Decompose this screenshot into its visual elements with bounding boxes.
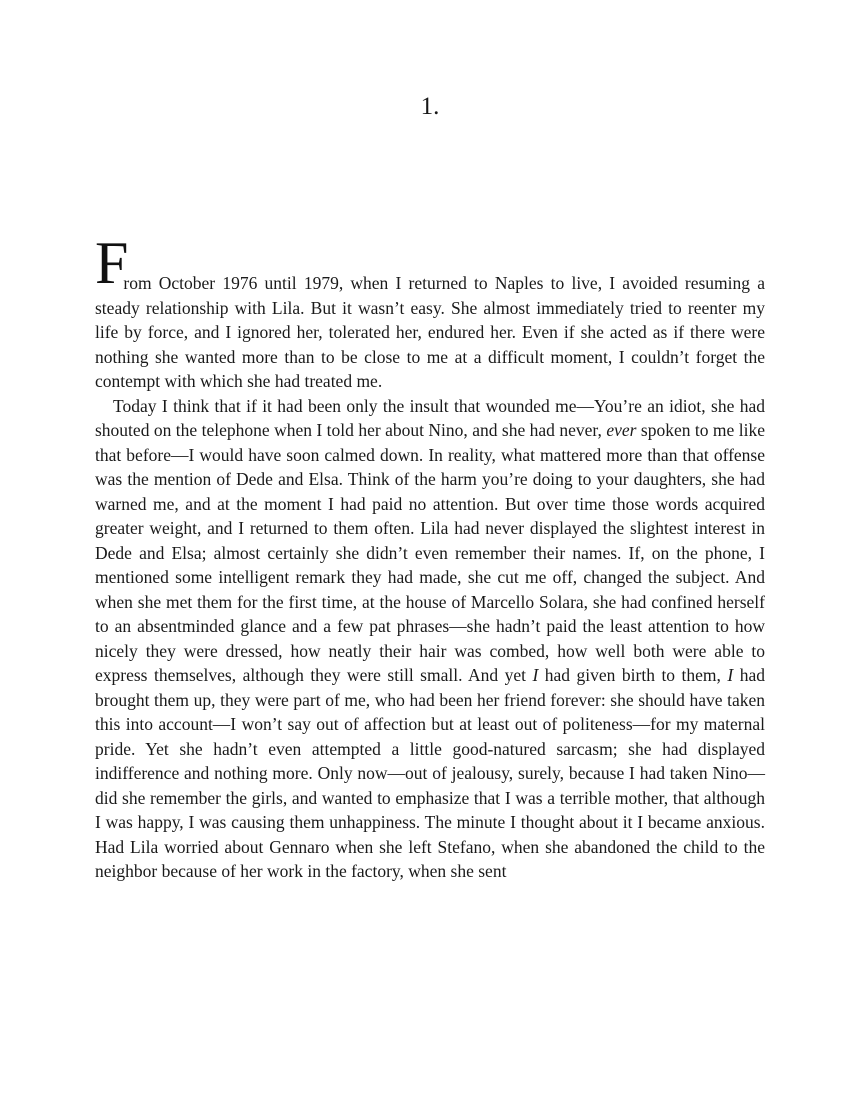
body-text [95,230,765,884]
paragraph-text: rom October 1976 until 1979, when I returned to Naples to live, I avoided resuming a steady relationship with Lila. But it wasn’t easy. She almost immediately tried to reenter my life by force, and I ignored her, tolerated her, endured her. Even if she acted as if there were nothing she wanted more than to be close to me at a difficult moment, I couldn’t forget the contempt with which she had treated me. [95,273,765,391]
paragraph [95,394,765,884]
paragraph-text: had brought them up, they were part of me, who had been her friend forever: she should have taken this into account—I won’t say out of affection but at least out of politeness—for my maternal pride. Yet she hadn’t even attempted a little good-natured sarcasm; she had displayed indifference and nothing more. Only now—out of jealousy, surely, because I had taken Nino—did she remember the girls, and wanted to emphasize that I was a terrible mother, that although I was happy, I was causing them unhappiness. The minute I thought about it I became anxious. Had Lila worried about Gennaro when she left Stefano, when she abandoned the child to the neighbor because of her work in the factory, when she sent [95,665,765,881]
paragraph-text: spoken to me like that before—I would have soon calmed down. In reality, what mattered more than that offense was the mention of Dede and Elsa. Think of the harm you’re doing to your daughters, she had warned me, and at the moment I had paid no attention. But over time those words acquired greater weight, and I returned to them often. Lila had never displayed the slightest interest in Dede and Elsa; almost certainly she didn’t even remember their names. If, on the phone, I mentioned some intelligent remark they had made, she cut me off, changed the subject. And when she met them for the first time, at the house of Marcello Solara, she had confined herself to an absentminded glance and a few pat phrases—she hadn’t paid the least attention to how nicely they were dressed, how neatly their hair was combed, how well both were able to express themselves, although they were still small. And yet [95,420,765,685]
paragraph-text: Today I think that if it had been only the insult that wounded me—You’re an idiot, she had shouted on the telephone when I told her about Nino, and she had never, [95,395,765,440]
paragraph-text-italic: I [727,665,734,685]
paragraph-text-italic: I [532,665,539,685]
chapter-number: 1. [420,93,440,120]
paragraph-text: had given birth to them, [538,665,728,685]
paragraph [95,230,765,394]
initial-cap: F [95,230,128,296]
paragraph-text-italic: ever [606,420,637,440]
